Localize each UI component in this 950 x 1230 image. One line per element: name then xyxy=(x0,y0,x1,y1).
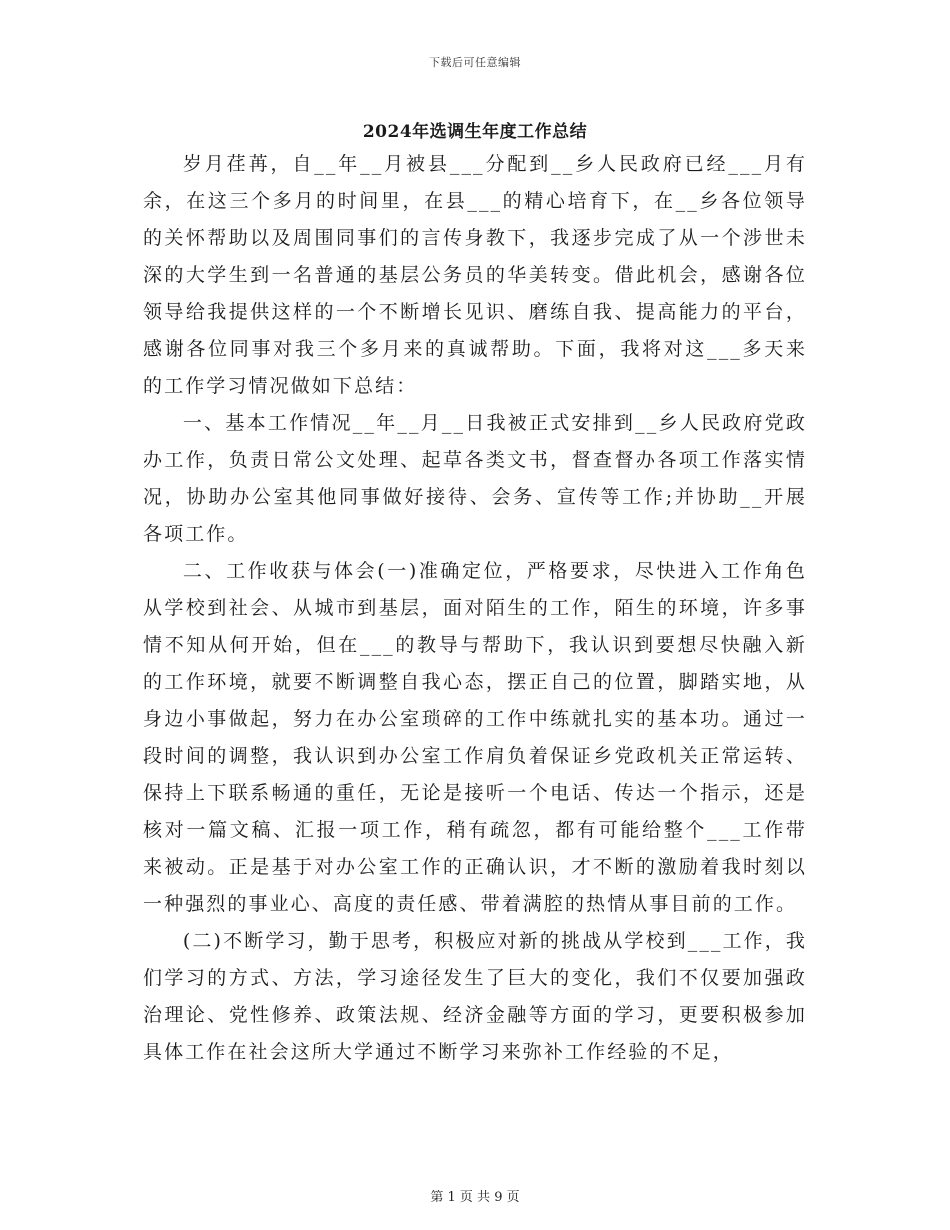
paragraph-intro: 岁月荏苒，自__年__月被县___分配到__乡人民政府已经___月有余，在这三个多月的时间里，在县___的精心培育下，在__乡各位领导的关怀帮助以及周围同事们的言传身教下，我逐步完成了从一个涉世未深的大学生到一名普通的基层公务员的华美转变。借此机会，感谢各位领导给我提供这样的一个不断增长见识、磨练自我、提高能力的平台，感谢各位同事对我三个多月来的真诚帮助。下面，我将对这___多天来的工作学习情况做如下总结： xyxy=(143,153,807,397)
paragraph-learning: (二)不断学习，勤于思考，积极应对新的挑战从学校到___工作，我们学习的方式、方法，学习途径发生了巨大的变化，我们不仅要加强政治理论、党性修养、政策法规、经济金融等方面的学习，更要积极参加具体工作在社会这所大学通过不断学习来弥补工作经验的不足， xyxy=(143,930,807,1063)
paragraph-basic-work: 一、基本工作情况__年__月__日我被正式安排到__乡人民政府党政办工作，负责日常公文处理、起草各类文书，督查督办各项工作落实情况，协助办公室其他同事做好接待、会务、宣传等工作;并协助__开展各项工作。 xyxy=(143,412,807,545)
header-note: 下载后可任意编辑 xyxy=(429,56,521,69)
paragraph-gains: 二、工作收获与体会(一)准确定位，严格要求，尽快进入工作角色从学校到社会、从城市到基层，面对陌生的工作，陌生的环境，许多事情不知从何开始，但在___的教导与帮助下，我认识到要想尽快融入新的工作环境，就要不断调整自我心态，摆正自己的位置，脚踏实地，从身边小事做起，努力在办公室琐碎的工作中练就扎实的基本功。通过一段时间的调整，我认识到办公室工作肩负着保证乡党政机关正常运转、保持上下联系畅通的重任，无论是接听一个电话、传达一个指示，还是核对一篇文稿、汇报一项工作，稍有疏忽，都有可能给整个___工作带来被动。正是基于对办公室工作的正确认识，才不断的激励着我时刻以一种强烈的事业心、高度的责任感、带着满腔的热情从事目前的工作。 xyxy=(143,560,807,915)
document-body xyxy=(143,146,807,1071)
page-number: 第 1 页 共 9 页 xyxy=(430,1190,520,1205)
document-title: 2024年选调生年度工作总结 xyxy=(362,122,588,142)
